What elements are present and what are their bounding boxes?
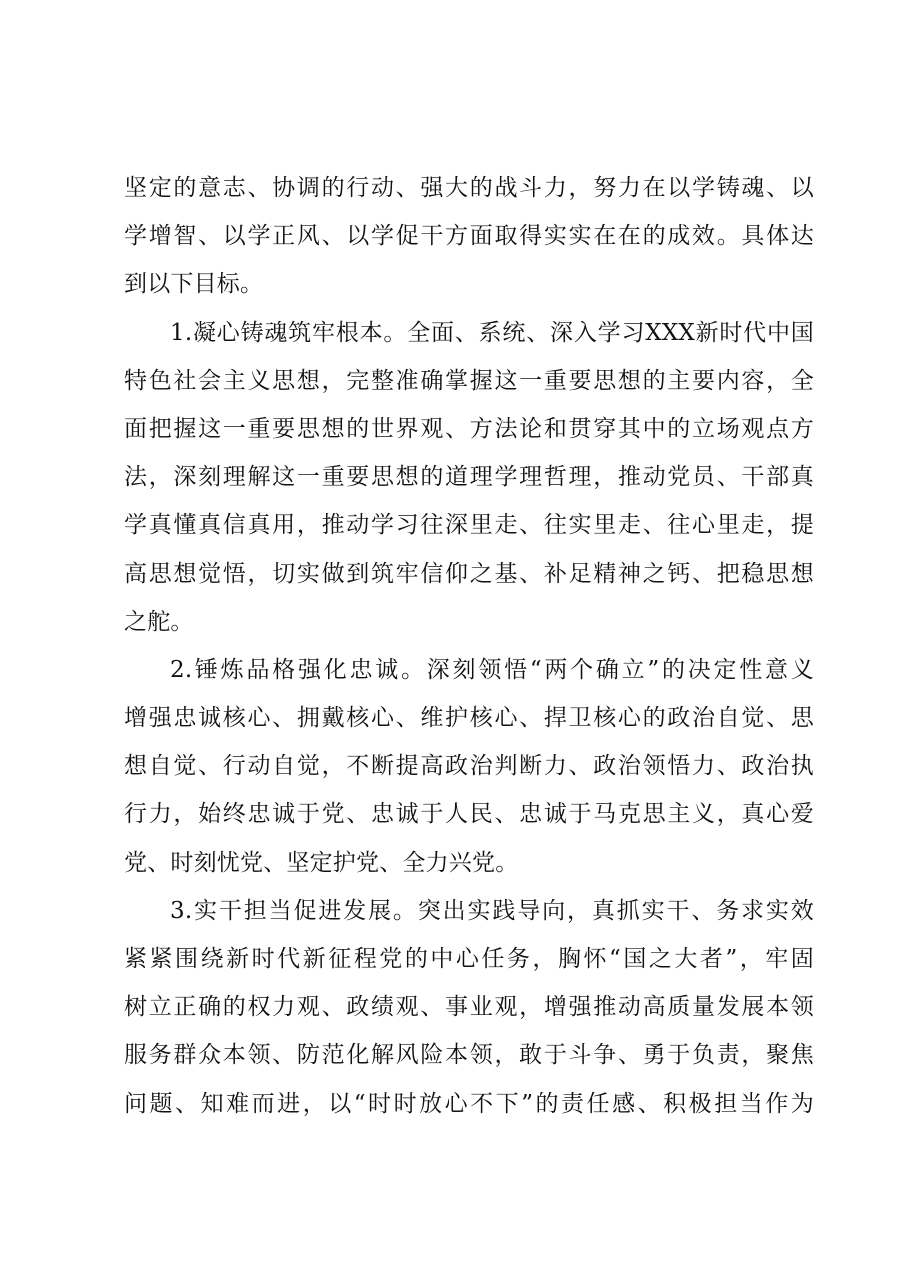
text-line: 特色社会主义思想，完整准确掌握这一重要思想的主要内容，全 — [124, 367, 814, 394]
goal-3-paragraph — [124, 887, 814, 1128]
text-line: 之舵。 — [124, 608, 194, 635]
goal-2-paragraph — [124, 646, 814, 887]
text-line: 面把握这一重要思想的世界观、方法论和贯穿其中的立场观点方 — [124, 415, 814, 442]
text-line: 高思想觉悟，切实做到筑牢信仰之基、补足精神之钙、把稳思想 — [124, 560, 814, 587]
text-line: 行力，始终忠诚于党、忠诚于人民、忠诚于马克思主义，真心爱 — [124, 801, 814, 828]
text-line: 坚定的意志、协调的行动、强大的战斗力，努力在以学铸魂、以 — [124, 175, 814, 201]
text-line: 2.锤炼品格强化忠诚。深刻领悟“两个确立”的决定性意义 — [170, 656, 814, 683]
text-line: 到以下目标。 — [124, 271, 264, 298]
goal-1-paragraph — [124, 309, 814, 646]
document-body — [124, 164, 814, 1128]
text-line: 服务群众本领、防范化解风险本领，敢于斗争、勇于负责，聚焦 — [124, 1042, 814, 1069]
text-line: 树立正确的权力观、政绩观、事业观，增强推动高质量发展本领 — [124, 994, 814, 1021]
text-line: 学增智、以学正风、以学促干方面取得实实在在的成效。具体达 — [124, 223, 814, 250]
text-line: 党、时刻忧党、坚定护党、全力兴党。 — [124, 849, 519, 876]
text-line: 增强忠诚核心、拥戴核心、维护核心、捍卫核心的政治自觉、思 — [124, 705, 814, 732]
text-line: 1.凝心铸魂筑牢根本。全面、系统、深入学习XXX新时代中国 — [170, 319, 814, 346]
text-line: 法，深刻理解这一重要思想的道理学理哲理，推动党员、干部真 — [124, 464, 814, 491]
text-line: 紧紧围绕新时代新征程党的中心任务，胸怀“国之大者”，牢固 — [124, 946, 814, 972]
text-line: 想自觉、行动自觉，不断提高政治判断力、政治领悟力、政治执 — [124, 753, 814, 780]
text-line: 问题、知难而进，以“时时放心不下”的责任感、积极担当作为 — [124, 1090, 814, 1117]
text-line: 学真懂真信真用，推动学习往深里走、往实里走、往心里走，提 — [124, 512, 814, 539]
text-line: 3.实干担当促进发展。突出实践导向，真抓实干、务求实效 — [170, 897, 814, 924]
intro-paragraph — [124, 164, 814, 309]
